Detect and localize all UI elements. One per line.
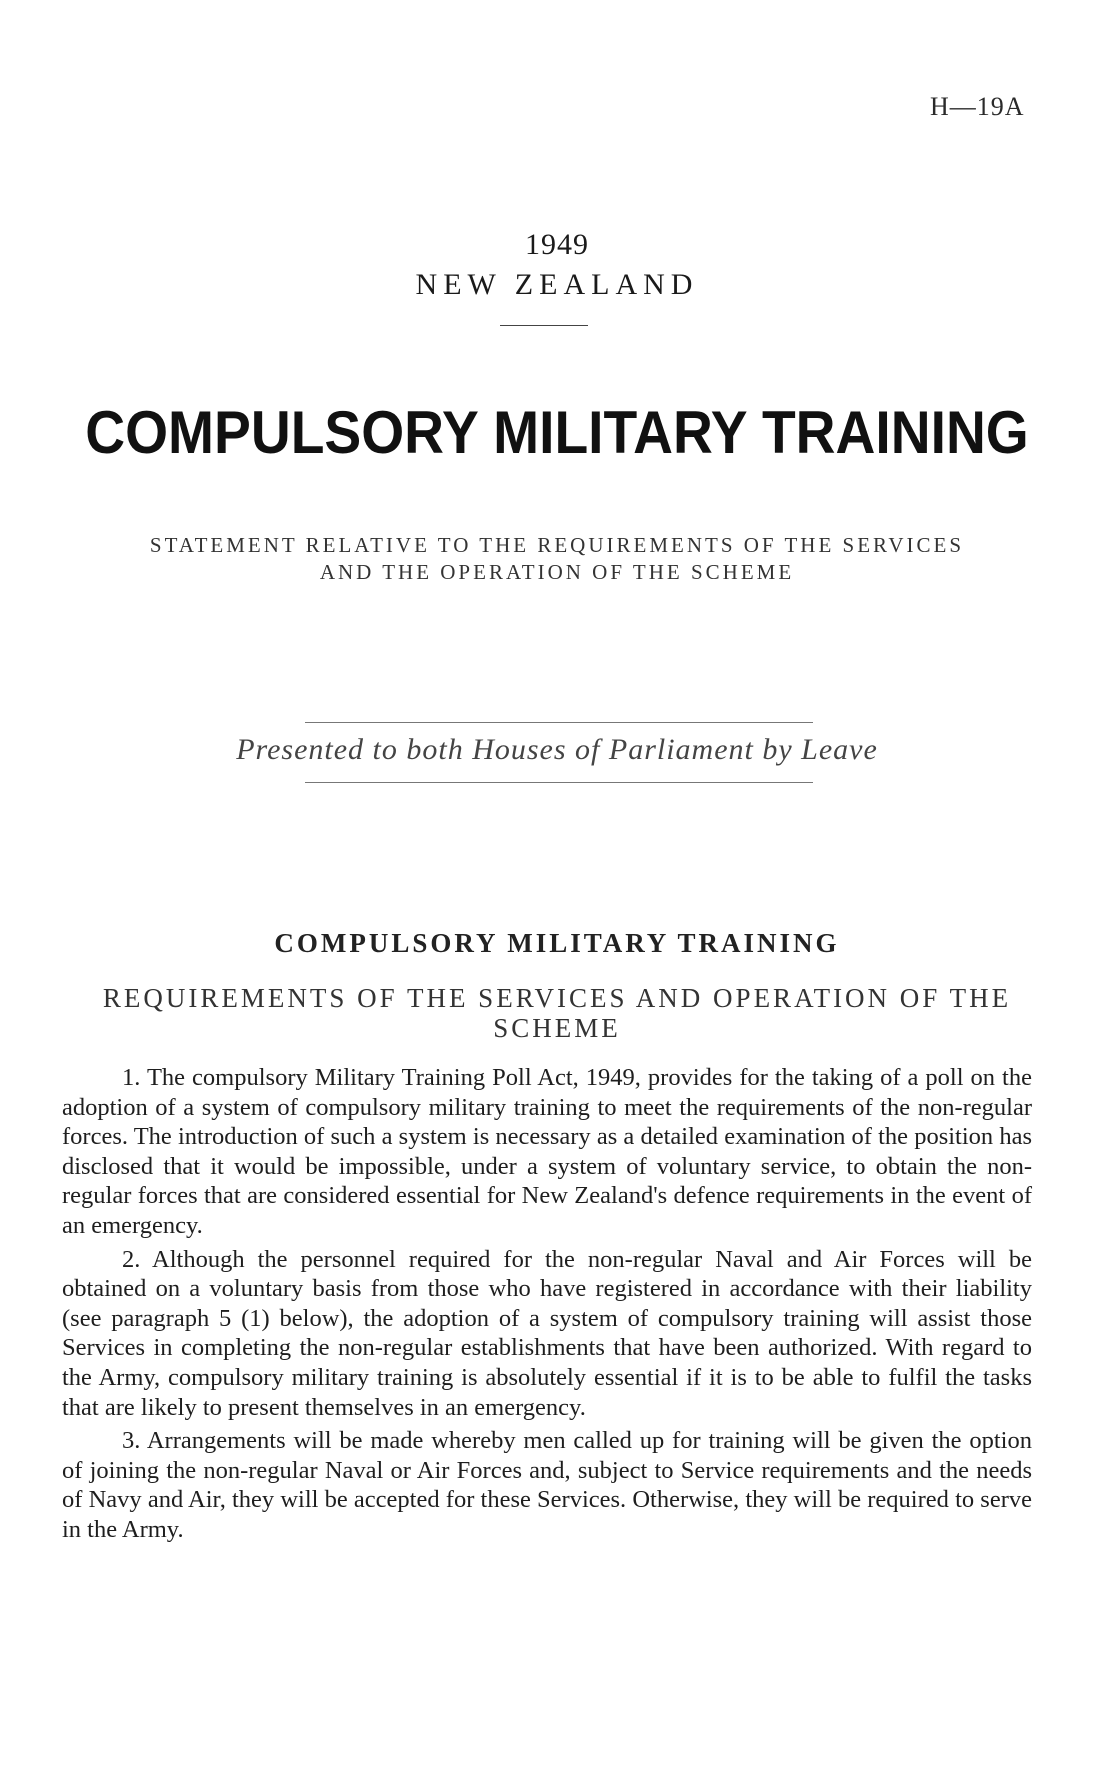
subtitle-line-2: AND THE OPERATION OF THE SCHEME xyxy=(319,560,795,584)
presented-rule-bottom xyxy=(305,782,813,783)
presented-rule-top xyxy=(305,722,813,723)
subtitle-line-1: STATEMENT RELATIVE TO THE REQUIREMENTS OF THE SERVICES xyxy=(149,533,965,557)
document-year: 1949 xyxy=(525,228,589,261)
presentation-note: Presented to both Houses of Parliament by Leave xyxy=(236,733,878,766)
document-subtitle xyxy=(0,532,1114,586)
section-subtitle-line-1: REQUIREMENTS OF THE SERVICES AND OPERATION OF THE xyxy=(102,983,1012,1013)
body-text xyxy=(62,1063,1032,1549)
paragraph-2: 2. Although the personnel required for the non-regular Naval and Air Forces will be obtained on a voluntary basis from those who have registered in accordance with their liability (see paragraph 5 (1) below), the adoption of a system of compulsory training will assist those Services in completing the non-regular establishments that have been authorized. With regard to the Army, compulsory military training is absolutely essential if it is to be able to fulfil the tasks that are likely to present themselves in an emergency. xyxy=(62,1245,1032,1421)
country-heading: NEW ZEALAND xyxy=(415,268,699,301)
document-title: COMPULSORY MILITARY TRAINING xyxy=(85,399,1029,466)
title-divider xyxy=(500,325,588,326)
page-reference: H—19A xyxy=(930,92,1025,121)
paragraph-1: 1. The compulsory Military Training Poll Act, 1949, provides for the taking of a poll on the adoption of a system of compulsory military training to meet the requirements of the non-regular forces. The introduction of such a system is necessary as a detailed examination of the position has disclosed that it would be impossible, under a system of voluntary service, to obtain the non-regular forces that are considered essential for New Zealand's defence requirements in the event of an emergency. xyxy=(62,1064,1032,1239)
section-subtitle-line-2: SCHEME xyxy=(493,1013,621,1043)
section-subtitle xyxy=(0,983,1114,1043)
paragraph-3: 3. Arrangements will be made whereby men called up for training will be given the option of joining the non-regular Naval or Air Forces and, subject to Service requirements and the needs of Navy and Air, they will be accepted for these Services. Otherwise, they will be required to serve in the Army. xyxy=(62,1427,1032,1543)
section-title: COMPULSORY MILITARY TRAINING xyxy=(274,928,840,958)
